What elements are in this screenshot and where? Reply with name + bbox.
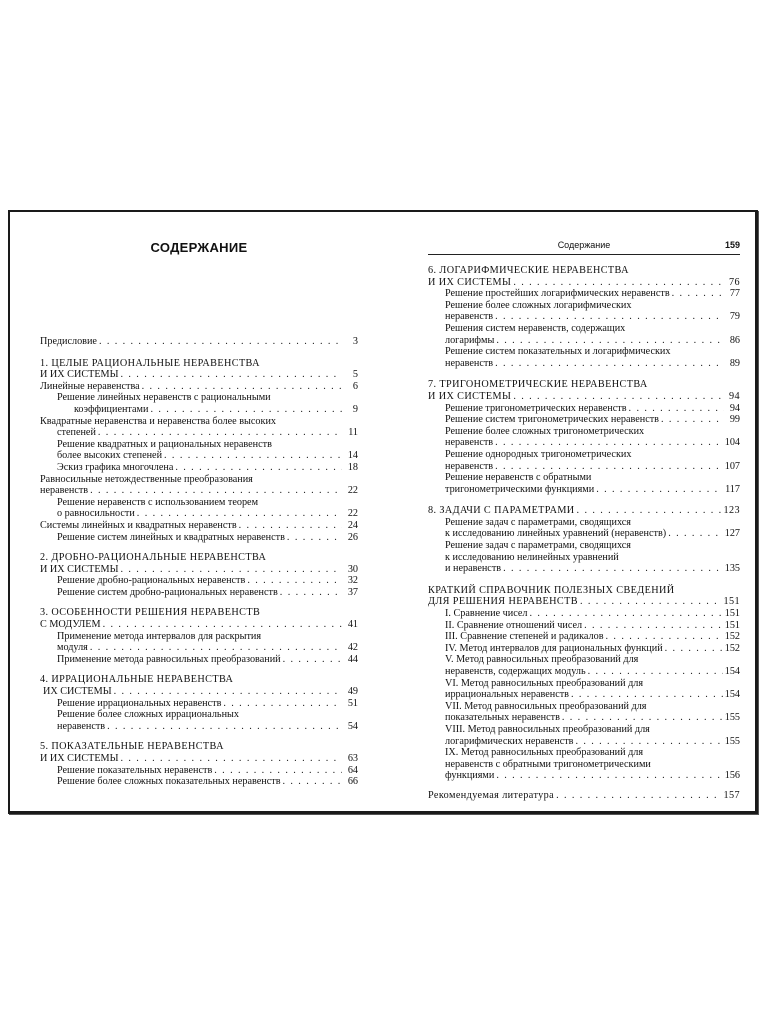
toc-entry-cont: коэффициентами . . . 9 bbox=[40, 404, 358, 416]
toc-entry: Решение более сложных логарифмических bbox=[445, 299, 632, 311]
toc-left bbox=[40, 336, 358, 788]
toc-entry: Решение более сложных иррациональных bbox=[57, 709, 239, 721]
chapter-8-heading: 8. ЗАДАЧИ С ПАРАМЕТРАМИ . . . 123 bbox=[428, 505, 740, 517]
toc-entry-cont: неравенств . . . 107 bbox=[428, 461, 740, 473]
book-spread bbox=[8, 210, 758, 814]
toc-entry: Решение систем линейных и квадратных неравенств . . . 26 bbox=[40, 532, 358, 544]
toc-entry: Применение метода интервалов для раскрытия bbox=[57, 630, 262, 642]
toc-entry: Решение систем показательных и логарифмических bbox=[445, 346, 671, 358]
toc-entry: Решение показательных неравенств . . . 64 bbox=[40, 765, 358, 777]
chapter-4-heading-cont: ИХ СИСТЕМЫ . . . 49 bbox=[40, 686, 358, 698]
toc-entry-cont: логарифмических неравенств . . . 155 bbox=[428, 736, 740, 748]
toc-entry: Системы линейных и квадратных неравенств . . . 24 bbox=[40, 520, 358, 532]
toc-entry-cont: степеней . . . 11 bbox=[40, 427, 358, 439]
toc-entry: Решение более сложных тригонометрических bbox=[445, 425, 645, 437]
toc-entry: VI. Метод равносильных преобразований для bbox=[445, 677, 644, 689]
toc-entry: V. Метод равносильных преобразований для bbox=[445, 654, 639, 666]
toc-entry-cont: более высоких степеней . . . 14 bbox=[40, 450, 358, 462]
left-page bbox=[40, 212, 358, 811]
toc-entry: Решение дробно-рациональных неравенств . . . 32 bbox=[40, 575, 358, 587]
toc-entry: Решение более сложных показательных неравенств . . . 66 bbox=[40, 776, 358, 788]
toc-entry: Решение линейных неравенств с рациональными bbox=[57, 392, 271, 404]
toc-entry: IX. Метод равносильных преобразований для bbox=[445, 747, 644, 759]
reference-heading: КРАТКИЙ СПРАВОЧНИК ПОЛЕЗНЫХ СВЕДЕНИЙ bbox=[428, 584, 675, 596]
toc-entry-cont: неравенств . . . 54 bbox=[40, 721, 358, 733]
toc-entry: Эскиз графика многочлена . . . 18 bbox=[40, 462, 358, 474]
toc-entry-cont: неравенств . . . 89 bbox=[428, 358, 740, 370]
chapter-7-heading-cont: И ИХ СИСТЕМЫ . . . 94 bbox=[428, 391, 740, 403]
right-page bbox=[428, 212, 740, 811]
running-head bbox=[428, 240, 740, 255]
toc-entry-cont: неравенств, содержащих модуль . . . 154 bbox=[428, 666, 740, 678]
toc-entry: II. Сравнение отношений чисел . . . 151 bbox=[428, 620, 740, 632]
toc-entry-cont: к исследованию нелинейных уравнений bbox=[445, 551, 619, 563]
toc-entry: VIII. Метод равносильных преобразований для bbox=[445, 723, 650, 735]
toc-entry-preface: Предисловие . . . 3 bbox=[40, 336, 358, 348]
toc-entry-cont: неравенств . . . 22 bbox=[40, 485, 358, 497]
toc-entry-cont: показательных неравенств . . . 155 bbox=[428, 712, 740, 724]
reference-heading-cont: ДЛЯ РЕШЕНИЯ НЕРАВЕНСТВ . . . 151 bbox=[428, 596, 740, 608]
toc-entry: Решение систем тригонометрических неравенств . . . 99 bbox=[428, 414, 740, 426]
chapter-5-heading: 5. ПОКАЗАТЕЛЬНЫЕ НЕРАВЕНСТВА bbox=[40, 741, 224, 753]
toc-entry: I. Сравнение чисел . . . 151 bbox=[428, 608, 740, 620]
chapter-1-heading: 1. ЦЕЛЫЕ РАЦИОНАЛЬНЫЕ НЕРАВЕНСТВА bbox=[40, 357, 260, 369]
page-title: СОДЕРЖАНИЕ bbox=[150, 240, 248, 255]
page-number: 159 bbox=[724, 240, 740, 250]
running-head-title: Содержание bbox=[557, 240, 611, 250]
toc-entry-cont: к исследованию линейных уравнений (неравенств) . . . 127 bbox=[428, 528, 740, 540]
toc-entry-cont: логарифмы . . . 86 bbox=[428, 335, 740, 347]
toc-entry: Решения систем неравенств, содержащих bbox=[445, 322, 626, 334]
chapter-6-heading: 6. ЛОГАРИФМИЧЕСКИЕ НЕРАВЕНСТВА bbox=[428, 265, 629, 276]
chapter-5-heading-cont: И ИХ СИСТЕМЫ . . . 63 bbox=[40, 753, 358, 765]
chapter-2-heading-cont: И ИХ СИСТЕМЫ . . . 30 bbox=[40, 564, 358, 576]
chapter-2-heading: 2. ДРОБНО-РАЦИОНАЛЬНЫЕ НЕРАВЕНСТВА bbox=[40, 552, 267, 564]
toc-entry: Применение метода равносильных преобразований . . . 44 bbox=[40, 654, 358, 666]
toc-entry-cont: и неравенств . . . 135 bbox=[428, 563, 740, 575]
toc-entry: VII. Метод равносильных преобразований для bbox=[445, 700, 647, 712]
toc-entry: III. Сравнение степеней и радикалов . . . 152 bbox=[428, 631, 740, 643]
toc-entry-cont: иррациональных неравенств . . . 154 bbox=[428, 689, 740, 701]
toc-entry: Решение задач с параметрами, сводящихся bbox=[445, 540, 631, 552]
toc-entry-cont: о равносильности . . . 22 bbox=[40, 508, 358, 520]
chapter-1-heading-cont: И ИХ СИСТЕМЫ . . . 5 bbox=[40, 369, 358, 381]
toc-entry: Решение систем дробно-рациональных неравенств . . . 37 bbox=[40, 587, 358, 599]
toc-entry: IV. Метод интервалов для рациональных функций . . . 152 bbox=[428, 643, 740, 655]
toc-entry: Линейные неравенства . . . 6 bbox=[40, 381, 358, 393]
chapter-7-heading: 7. ТРИГОНОМЕТРИЧЕСКИЕ НЕРАВЕНСТВА bbox=[428, 379, 648, 391]
chapter-6-heading-cont: И ИХ СИСТЕМЫ . . . 76 bbox=[428, 277, 740, 289]
toc-entry-cont: неравенств с обратными тригонометрическими bbox=[445, 758, 651, 770]
chapter-4-heading: 4. ИРРАЦИОНАЛЬНЫЕ НЕРАВЕНСТВА bbox=[40, 674, 234, 686]
toc-entry-cont: функциями . . . 156 bbox=[428, 770, 740, 782]
chapter-3-heading: 3. ОСОБЕННОСТИ РЕШЕНИЯ НЕРАВЕНСТВ bbox=[40, 607, 261, 619]
toc-entry: Решение неравенств с обратными bbox=[445, 472, 592, 484]
toc-entry: Равносильные нетождественные преобразования bbox=[40, 473, 253, 485]
toc-entry: Решение иррациональных неравенств . . . 51 bbox=[40, 698, 358, 710]
toc-entry: Решение однородных тригонометрических bbox=[445, 448, 632, 460]
toc-entry-cont: модуля . . . 42 bbox=[40, 642, 358, 654]
toc-entry: Решение квадратных и рациональных неравенств bbox=[57, 438, 272, 450]
toc-entry-cont: неравенств . . . 104 bbox=[428, 437, 740, 449]
toc-entry: Решение тригонометрических неравенств . . . 94 bbox=[428, 403, 740, 415]
chapter-3-heading-cont: С МОДУЛЕМ . . . 41 bbox=[40, 619, 358, 631]
toc-entry: Решение неравенств с использованием теорем bbox=[57, 496, 259, 508]
toc-right bbox=[428, 265, 740, 802]
toc-entry: Решение простейших логарифмических неравенств . . . 77 bbox=[428, 288, 740, 300]
toc-entry: Решение задач с параметрами, сводящихся bbox=[445, 516, 631, 528]
toc-entry-literature: Рекомендуемая литература . . . 157 bbox=[428, 790, 740, 802]
toc-entry: Квадратные неравенства и неравенства более высоких bbox=[40, 415, 276, 427]
toc-entry-cont: неравенств . . . 79 bbox=[428, 311, 740, 323]
toc-entry-cont: тригонометрическими функциями . . . 117 bbox=[428, 484, 740, 496]
